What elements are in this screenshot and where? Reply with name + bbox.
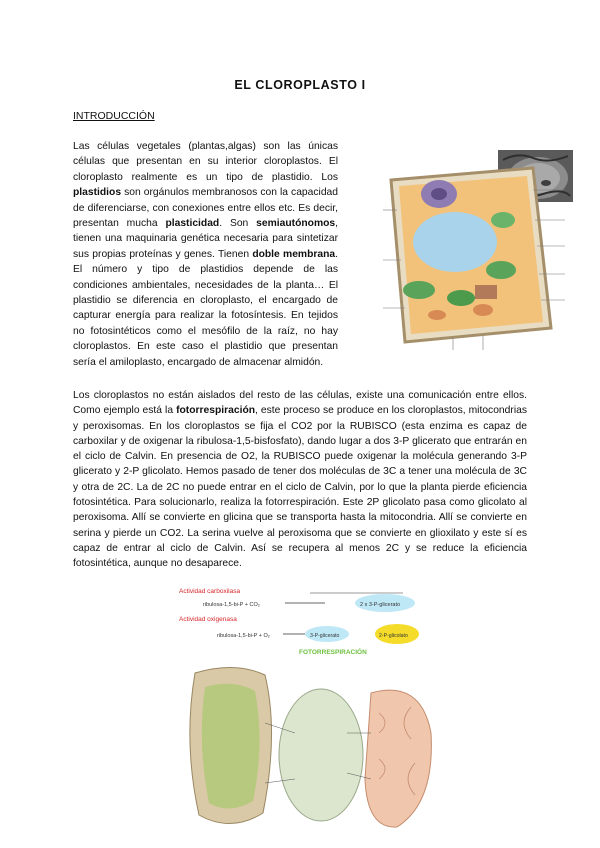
section-heading: INTRODUCCIÓN: [73, 110, 155, 122]
reaction2-text: ribulosa-1,5-bi-P + O₂: [217, 633, 270, 639]
plant-cell-illustration: [383, 150, 573, 350]
text-run: Los cloroplastos no están aislados del resto de las células, existe una comunicación entre ellos. Como ejemplo está la: [73, 390, 527, 417]
text-run: Las células vegetales (plantas,algas) son las únicas células que presentan en su interior cloroplastos. El cloroplasto realmente es un tipo de plastidio. Los: [73, 141, 338, 183]
bold-term: semiautónomos: [256, 218, 336, 230]
oxygenase-label: Actividad oxigenasa: [179, 616, 237, 623]
bold-term: plasticidad: [165, 218, 220, 230]
paragraph-intro: [73, 139, 338, 370]
text-run: , este proceso se produce en los cloroplastos, mitocondrias y peroxisomas. En los cloroplastos se fija el CO2 por la RUBISCO (esta enzima es capaz de carboxilar y de oxigenar la ribulosa-1,5-bisfosfato), dando lugar a dos 3-P glicerato que entrarán en el ciclo de Calvin. En presencia de O2, la RUBISCO puede oxigenar la molécula generando 3-P glicerato y 2-P glicolato. Hemos pasado de tener dos moléculas de 3C a tener una molécula de 3C y otra de 2C. La de 2C no puede entrar en el ciclo de Calvin, por lo que la planta pierde eficiencia fotosintética. Para solucionarlo, realiza la fotorrespiración. Este 2P glicolato pasa como glicolato al peroxisoma. Allí se convierte en glicina que se transporta hasta la mitocondria. Allí se convierte en serina y pierde un CO2. La serina vuelve al peroxisoma que se convierte en glioxilato y este sí es capaz de entrar al ciclo de Calvin. Así se recupera al menos 2C y se reduce la eficiencia fotosintética, aunque no desaparece.: [73, 405, 527, 570]
chloroplast-thylakoids: [202, 684, 260, 809]
peroxisome-shape: [279, 689, 363, 821]
document-title: EL CLOROPLASTO I: [234, 78, 366, 92]
product1-text: 2 x 3-P-glicerato: [360, 602, 401, 608]
text-run: . El número y tipo de plastidios depende de las condiciones ambientales, necesidades de la planta… El plastidio se diferencia en cloroplasto, el encargado de capturar energía para realizar la fotosíntesis. En tejidos no fotosintéticos como el mesófilo de la raíz, no hay cloroplastos. En este caso el plastidio que presentan sería el amiloplasto, encargado de almacenar almidón.: [73, 248, 338, 368]
bold-term: plastidios: [73, 187, 122, 199]
product2a-text: 3-P-glicerato: [310, 633, 340, 639]
product2b-text: 2-P-glicolato: [379, 633, 408, 639]
photorespiration-diagram: [175, 583, 437, 843]
reaction1-text: ribulosa-1,5-bi-P + CO₂: [203, 602, 260, 608]
panel-title: FOTORRESPIRACIÓN: [299, 649, 367, 656]
bold-term: doble membrana: [252, 248, 336, 260]
text-run: . Son: [219, 218, 257, 230]
text-run: son orgánulos membranosos con la capacidad de diferenciarse, con conexiones entre ellos etc. Es decir, presentan mucha: [73, 187, 338, 230]
carboxylase-label: Actividad carboxilasa: [179, 588, 241, 595]
mitochondrion-shape: [365, 690, 431, 827]
text-run: , tienen una maquinaria genética necesaria para sintetizar sus propias proteínas y genes. Tienen: [73, 218, 338, 260]
paragraph-photorespiration: [73, 388, 527, 572]
bold-term: fotorrespiración: [176, 405, 256, 417]
